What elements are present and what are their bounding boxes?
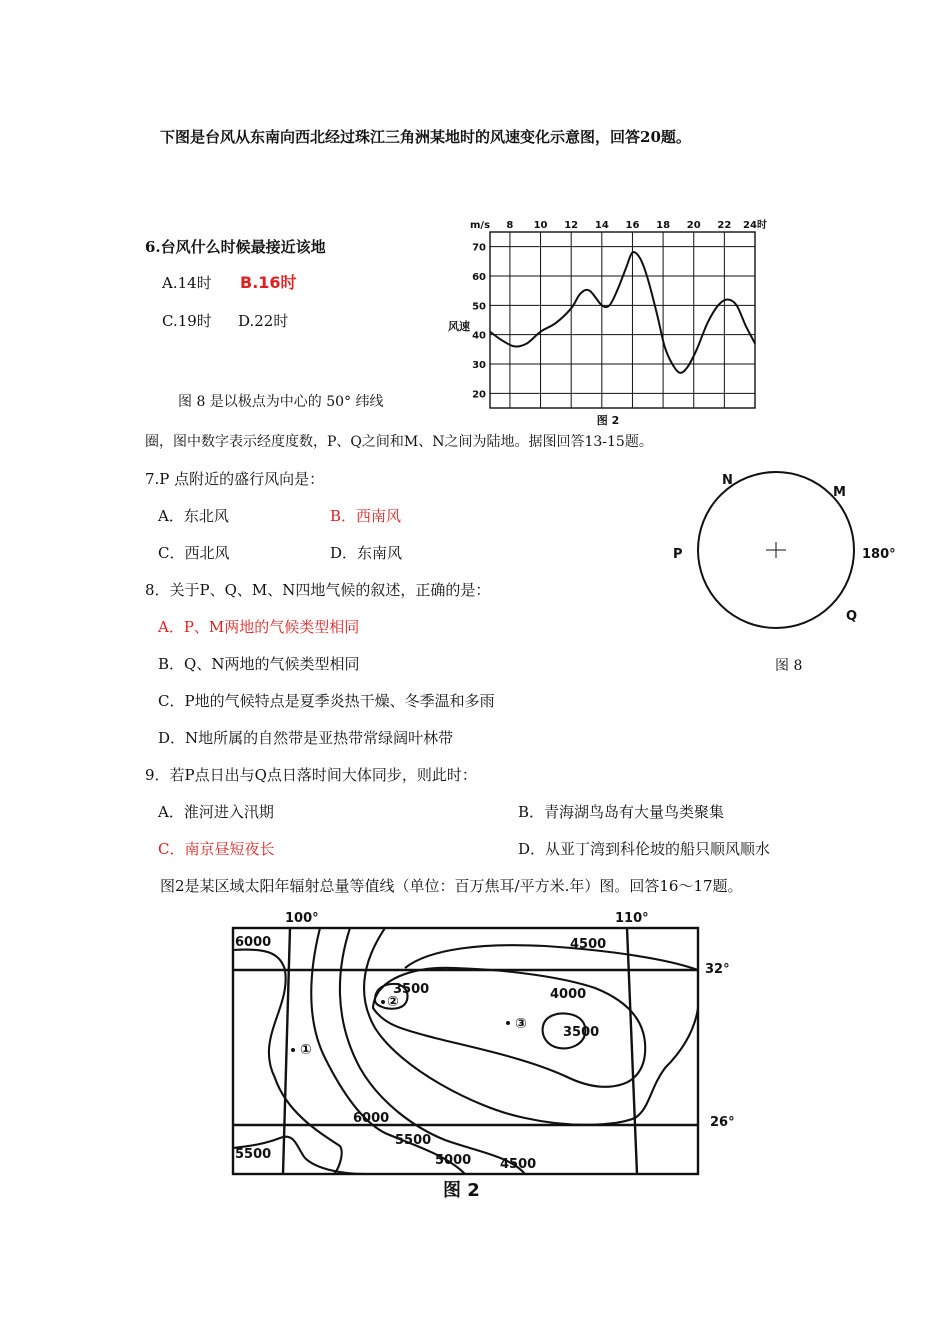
chart-y-tick-label: 40 (472, 330, 486, 342)
q9-option-d: D．从亚丁湾到科伦坡的船只顺风顺水 (518, 840, 771, 858)
chart-ylabel: 风速 (448, 320, 470, 333)
chart-y-tick-label: 50 (472, 301, 486, 313)
fig8-polar-circle (670, 470, 900, 680)
isoline-5500 (311, 928, 465, 1174)
q7-option-c: C．西北风 (158, 544, 230, 562)
q7-option-d: D．东南风 (330, 544, 403, 562)
contour-label-4500-s: 4500 (500, 1157, 537, 1172)
isoline-4500-n (405, 945, 698, 970)
q9-option-b: B．青海湖鸟岛有大量鸟类聚集 (518, 803, 725, 821)
contour-label-5500-sw: 5500 (235, 1147, 272, 1162)
q9-option-a: A．淮河进入汛期 (158, 803, 274, 821)
label-q: Q (846, 609, 858, 624)
point-3-dot (506, 1021, 510, 1025)
chart-x-tick-label: 18 (656, 220, 671, 231)
chart-x-tick-label: 24时 (743, 220, 767, 231)
contour-label-6000-s: 6000 (353, 1111, 390, 1126)
solar-radiation-map (225, 908, 785, 1203)
q6-option-b: B.16时 (240, 273, 297, 292)
chart-grid (490, 232, 755, 408)
q9-option-c: C．南京昼短夜长 (158, 840, 275, 858)
wind-speed-chart (440, 212, 780, 432)
contour-label-4500-n: 4500 (570, 937, 607, 952)
q8-option-c: C．P地的气候特点是夏季炎热干燥、冬季温和多雨 (158, 692, 495, 710)
label-n: N (722, 473, 733, 488)
contour-label-3500-e: 3500 (563, 1025, 600, 1040)
lon-110-line (627, 928, 637, 1174)
point-1-label: ① (300, 1042, 312, 1058)
lon-110-label: 110° (615, 911, 649, 926)
chart-x-tick-label: 8 (506, 220, 514, 231)
q8-option-a: A．P、M两地的气候类型相同 (158, 618, 360, 636)
chart-caption: 图 2 (596, 414, 620, 427)
chart-x-tick-label: 22 (717, 220, 732, 231)
q7-option-a: A．东北风 (158, 507, 229, 525)
chart-y-tick-label: 20 (472, 389, 486, 401)
q6-option-d: D.22时 (238, 312, 289, 330)
q7-stem: 7.P 点附近的盛行风向是： (145, 470, 325, 488)
chart-x-tick-label: 16 (625, 220, 640, 231)
chart-frame (490, 232, 755, 408)
fig8-intro-line1: 图 8 是以极点为中心的 50° 纬线 (178, 394, 384, 410)
label-180: 180° (862, 547, 896, 562)
contour-label-6000-nw: 6000 (235, 935, 272, 950)
label-m: M (833, 485, 846, 500)
lat-26-label: 26° (710, 1115, 735, 1130)
fig2b-intro: 图2是某区域太阳年辐射总量等值线（单位：百万焦耳/平方米.年）图。回答16～17题。 (160, 877, 743, 895)
fig2b-caption: 图 2 (443, 1180, 480, 1201)
wind-speed-line (490, 252, 755, 373)
contour-label-4000: 4000 (550, 987, 587, 1002)
q7-option-b: B．西南风 (330, 507, 402, 525)
fig8-intro-line2: 圈，图中数字表示经度度数，P、Q之间和M、N之间为陆地。据图回答13-15题。 (145, 434, 653, 450)
point-3-label: ③ (515, 1016, 527, 1032)
chart-y-tick-label: 30 (472, 360, 486, 371)
lon-100-label: 100° (285, 911, 319, 926)
point-1-dot (291, 1048, 295, 1052)
contour-label-3500-w: 3500 (393, 982, 430, 997)
q8-option-b: B．Q、N两地的气候类型相同 (158, 655, 360, 673)
intro-typhoon: 下图是台风从东南向西北经过珠江三角洲某地时的风速变化示意图，回答20题。 (160, 128, 691, 146)
q6-option-a: A.14时 (162, 274, 212, 292)
chart-y-ticks (472, 243, 486, 401)
label-p: P (673, 547, 683, 562)
q6-option-c: C.19时 (162, 312, 212, 330)
q6-stem: 6.台风什么时候最接近该地 (145, 238, 326, 256)
chart-x-tick-label: 10 (533, 220, 548, 231)
lat-32-label: 32° (705, 962, 730, 977)
point-2-label: ② (387, 994, 399, 1010)
chart-unit-label: m/s (470, 220, 491, 231)
chart-x-tick-label: 20 (686, 220, 701, 231)
fig8-caption: 图 8 (775, 658, 803, 674)
q8-stem: 8．关于P、Q、M、N四地气候的叙述，正确的是： (145, 581, 491, 599)
chart-y-tick-label: 60 (472, 272, 486, 283)
point-2-dot (381, 1000, 385, 1004)
chart-x-ticks (506, 218, 767, 231)
q8-option-d: D．N地所属的自然带是亚热带常绿阔叶林带 (158, 729, 454, 747)
contour-label-5500-s: 5500 (395, 1133, 432, 1148)
chart-x-tick-label: 12 (564, 220, 579, 231)
chart-y-tick-label: 70 (472, 242, 486, 254)
q9-stem: 9．若P点日出与Q点日落时间大体同步，则此时： (145, 766, 477, 784)
chart-x-tick-label: 14 (594, 220, 609, 231)
contour-label-5000: 5000 (435, 1153, 472, 1168)
